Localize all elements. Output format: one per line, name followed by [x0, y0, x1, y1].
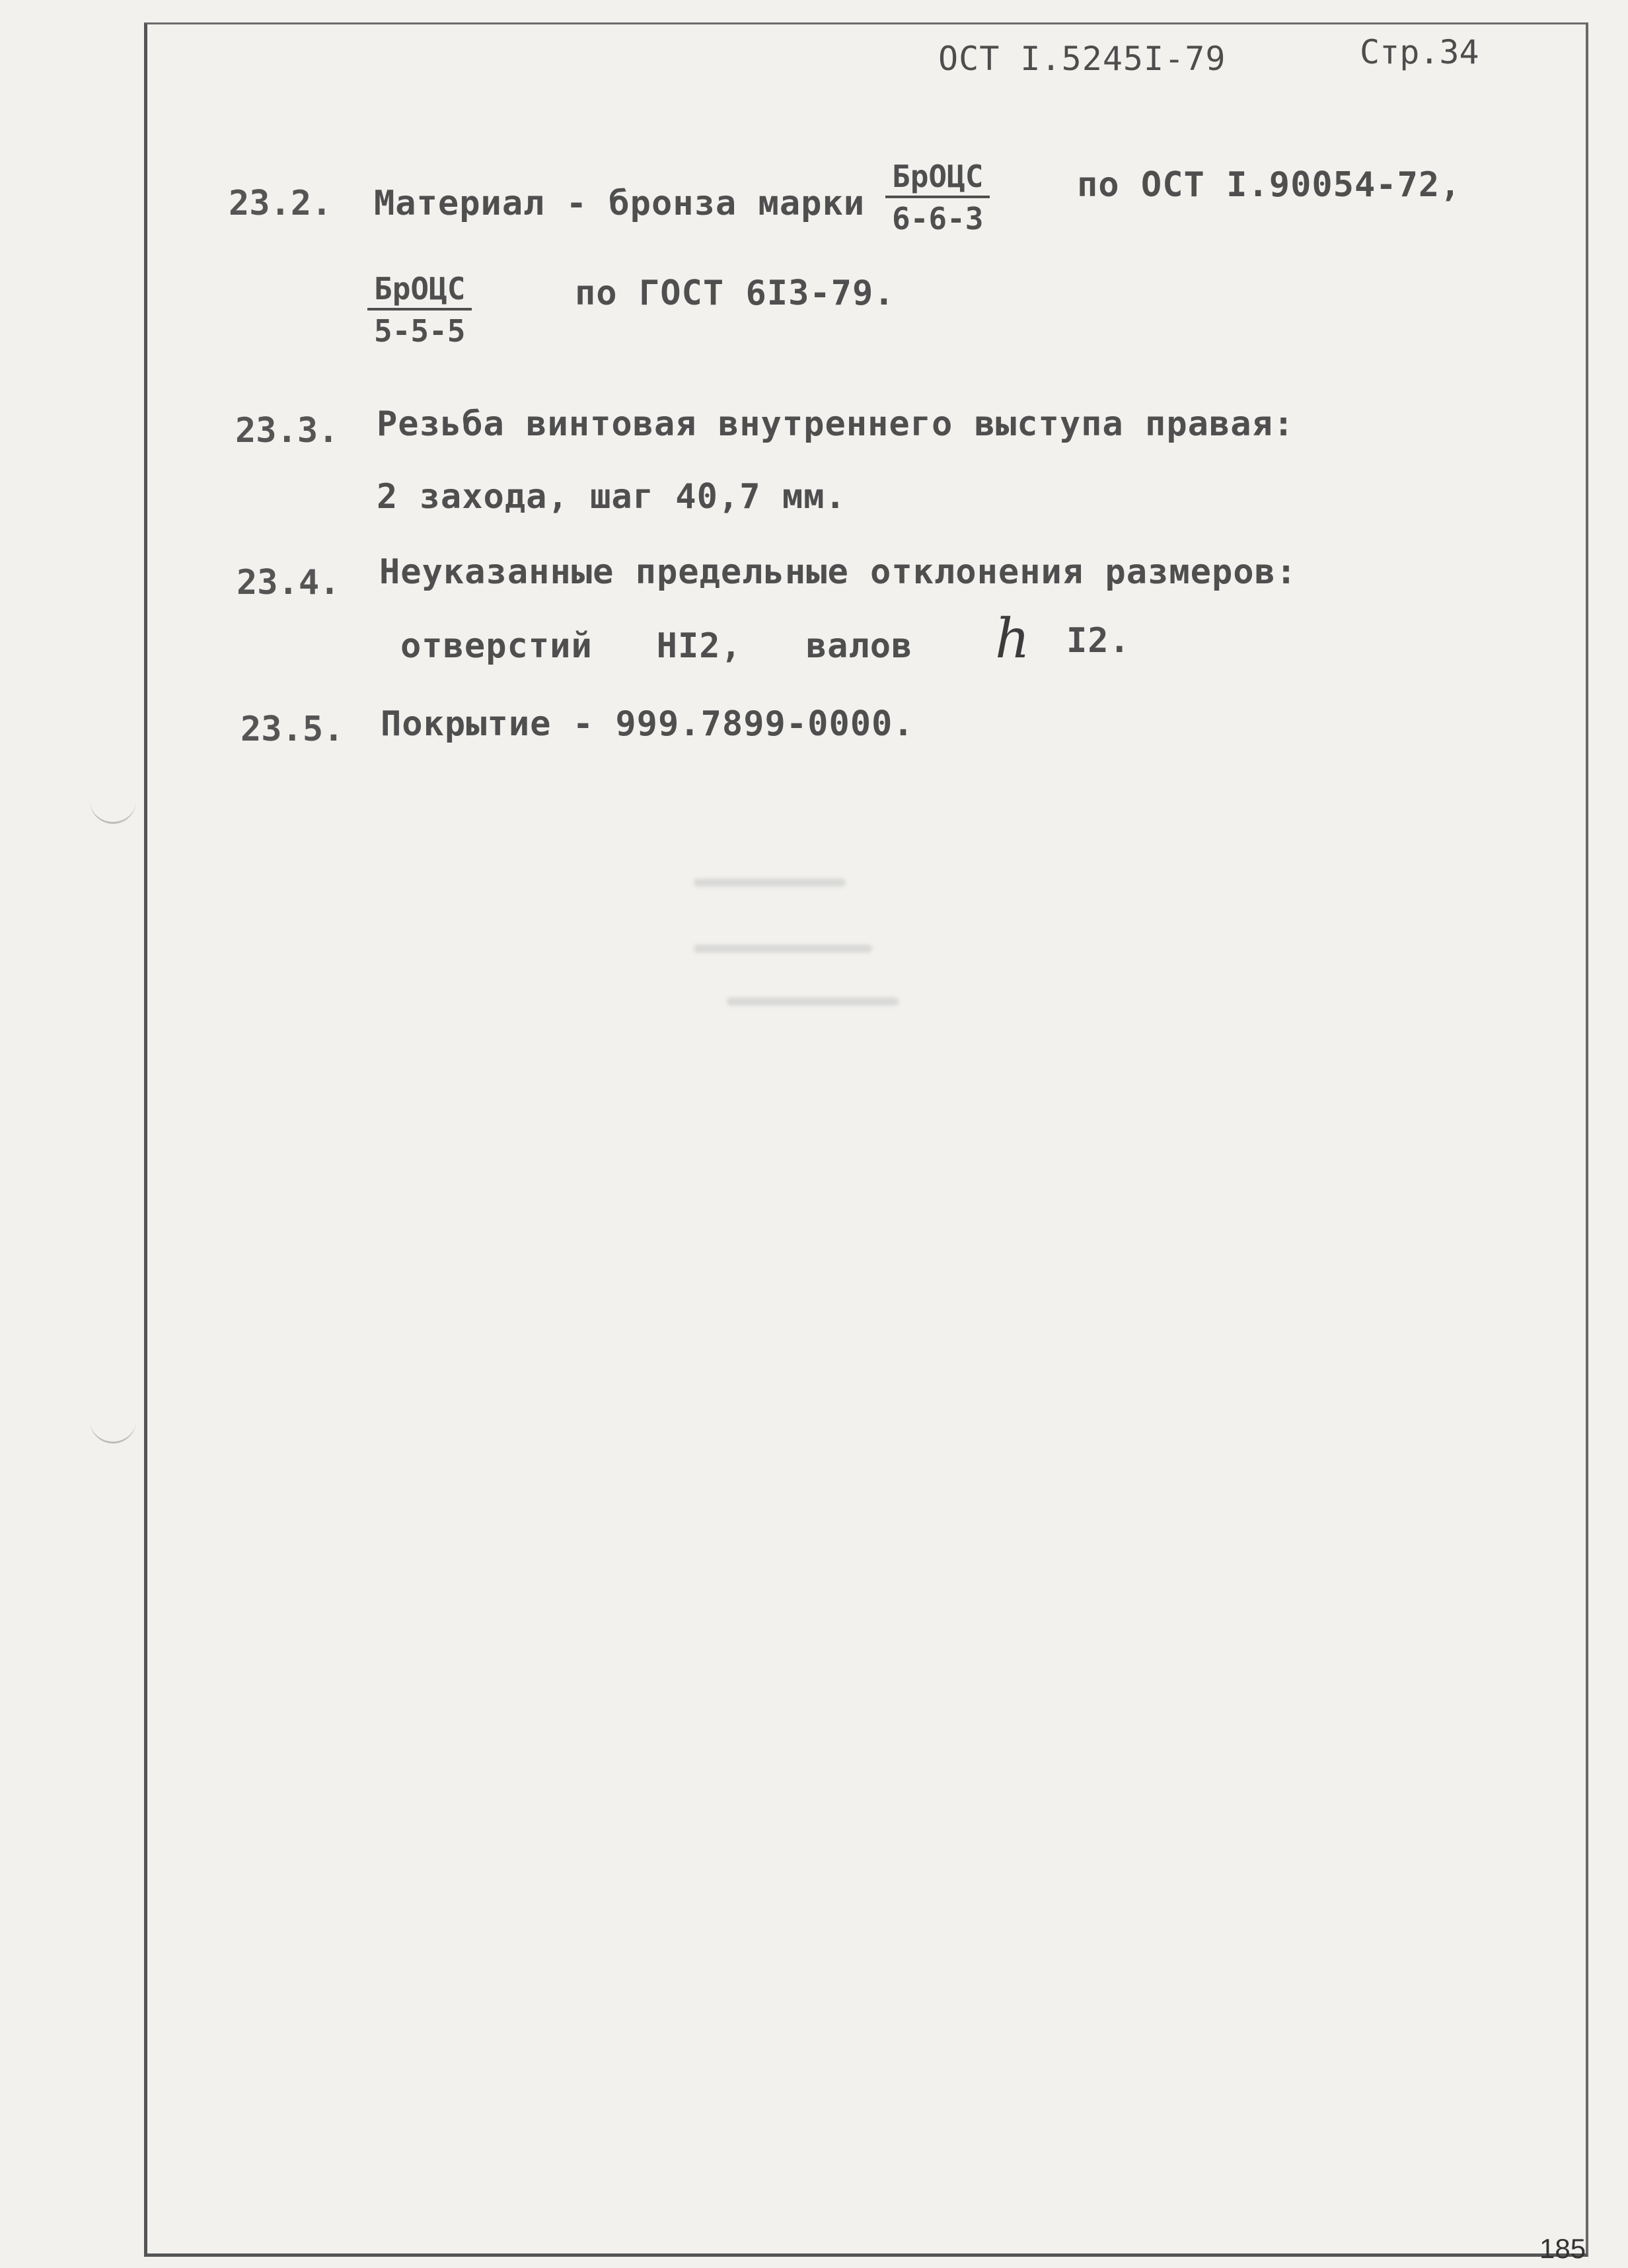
- alloy-grade-bottom: 5-5-5: [374, 313, 466, 349]
- punch-hole-mark: [90, 799, 136, 824]
- page-frame: [144, 22, 1588, 2257]
- handwritten-tolerance-letter: h: [995, 608, 1030, 671]
- item-text: Неуказанные предельные отклонения размеров:: [379, 552, 1298, 592]
- item-text: по ГОСТ 6I3-79.: [575, 274, 895, 313]
- item-text: Резьба винтовая внутреннего выступа правая:: [377, 404, 1295, 444]
- item-text: I2.: [1066, 621, 1130, 661]
- item-number: 23.4.: [237, 563, 340, 603]
- document-code: ОСТ I.5245I-79: [938, 40, 1226, 78]
- faded-stamp-mark: [727, 998, 899, 1006]
- alloy-grade-fraction: [367, 271, 472, 349]
- item-number: 23.3.: [235, 411, 339, 451]
- item-text: Материал - бронза марки: [374, 184, 866, 223]
- item-number: 23.5.: [240, 710, 344, 749]
- alloy-grade-top: БрОЦС: [367, 271, 472, 311]
- page-label: Стр.34: [1360, 33, 1479, 71]
- faded-stamp-mark: [694, 945, 872, 953]
- item-text: Покрытие - 999.7899-0000.: [381, 704, 914, 744]
- item-number: 23.2.: [229, 184, 332, 223]
- sheet-number: 185: [1539, 2233, 1586, 2264]
- alloy-grade-bottom: 6-6-3: [892, 201, 984, 237]
- item-text: 2 захода, шаг 40,7 мм.: [377, 477, 846, 517]
- item-text: отверстий HI2, валов: [400, 626, 913, 666]
- item-text: по ОСТ I.90054-72,: [1077, 165, 1462, 205]
- alloy-grade-top: БрОЦС: [885, 159, 990, 198]
- punch-hole-mark: [90, 1419, 136, 1444]
- faded-stamp-mark: [694, 879, 846, 887]
- alloy-grade-fraction: [885, 159, 990, 237]
